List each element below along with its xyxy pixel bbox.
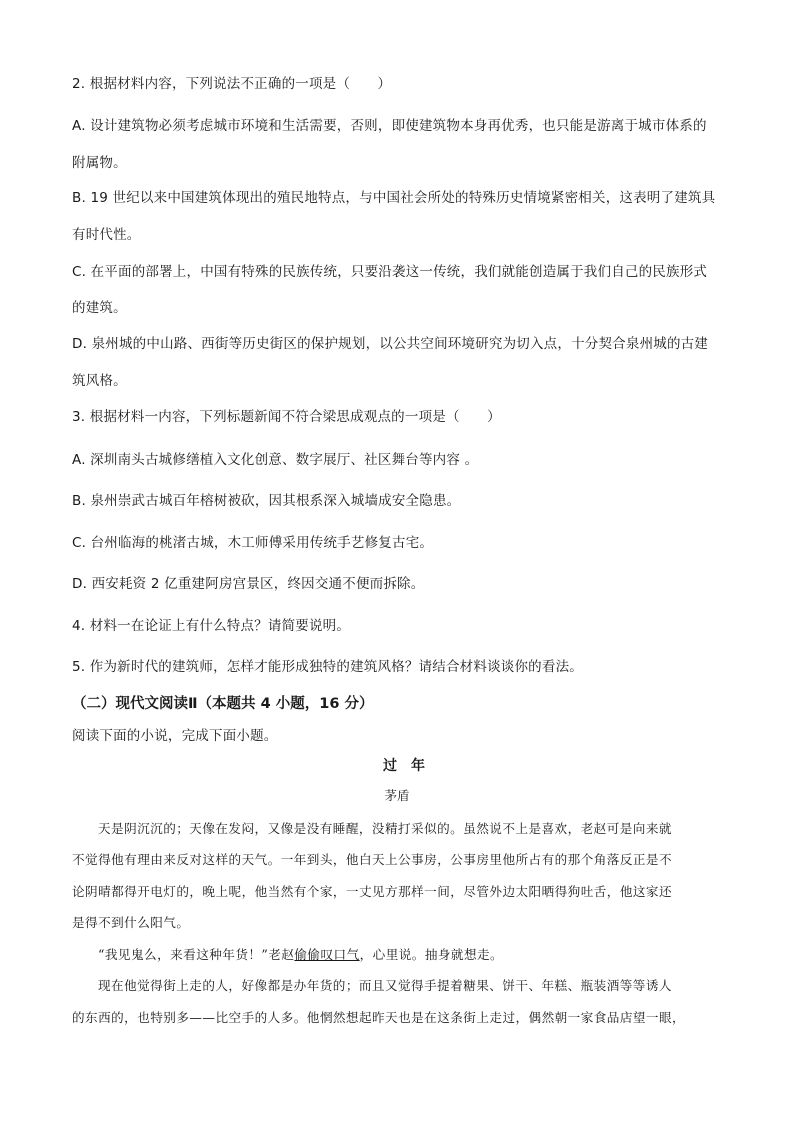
q3-option-c: C. 台州临海的桃渚古城，木工师傅采用传统手艺修复古宅。 [72,535,434,551]
story-p3-line2: 的东西的，也特别多——比空手的人多。他惘然想起昨天也是在这条街上走过，偶然朝一家食品店望一眼， [72,1010,686,1025]
story-p1-line2: 不觉得他有理由来反对这样的天气。一年到头，他白天上公事房，公事房里他所占有的那个角落反正是不 [72,852,673,867]
story-p1-line4: 是得不到什么阳气。 [72,915,190,930]
question-5: 5. 作为新时代的建筑师，怎样才能形成独特的建筑风格？请结合材料谈谈你的看法。 [72,659,583,675]
question-3-stem: 3. 根据材料一内容，下列标题新闻不符合梁思成观点的一项是（ ） [72,409,501,425]
q3-option-d: D. 西安耗资 2 亿重建阿房宫景区，终因交通不便而拆除。 [72,576,425,592]
q2-option-c-line1: C. 在平面的部署上，中国有特殊的民族传统，只要沿袭这一传统，我们就能创造属于我们自己的民族形式 [72,264,708,280]
q2-option-d-line1: D. 泉州城的中山路、西街等历史街区的保护规划，以公共空间环境研究为切入点，十分契合泉州城的古建 [72,336,709,352]
story-p3-line1: 现在他觉得街上走的人，好像都是办年货的；而且又觉得手提着糖果、饼干、年糕、瓶装酒等等诱人 [98,978,672,993]
q2-option-c-line2: 的建筑。 [72,300,127,316]
story-p2-quote: “我见鬼么，来看这种年货！”老赵 [98,947,295,962]
question-2-stem: 2. 根据材料内容，下列说法不正确的一项是（ ） [72,76,392,92]
story-author: 茅盾 [384,788,410,803]
section-heading: （二）现代文阅读Ⅱ（本题共 4 小题，16 分） [72,696,374,712]
section-instruction: 阅读下面的小说，完成下面小题。 [72,728,278,744]
question-4: 4. 材料一在论证上有什么特点？请简要说明。 [72,618,351,634]
story-p1-line3: 论阴晴都得开电灯的，晚上呢，他当然有个家，一丈见方那样一间，尽管外边太阳晒得狗吐舌，他这家还 [72,884,673,899]
q3-option-a: A. 深圳南头古城修缮植入文化创意、数字展厅、社区舞台等内容 。 [72,452,479,468]
q2-option-a-line2: 附属物。 [72,155,127,171]
story-p2 [98,944,503,963]
q2-option-b-line1: B. 19 世纪以来中国建筑体现出的殖民地特点，与中国社会所处的特殊历史情境紧密相关，这表明了建筑具 [72,190,716,206]
q2-option-d-line2: 筑风格。 [72,373,127,389]
story-title: 过年 [383,758,439,774]
story-p2-underlined-phrase: 偷偷叹口气 [294,947,360,962]
story-p2-rest: ，心里说。抽身就想走。 [359,947,504,962]
q3-option-b: B. 泉州崇武古城百年榕树被砍，因其根系深入城墙成安全隐患。 [72,493,461,509]
q2-option-b-line2: 有时代性。 [72,227,141,243]
story-p1-line1: 天是阴沉沉的；天像在发闷，又像是没有睡醒，没精打采似的。虽然说不上是喜欢，老赵可是向来就 [98,821,672,836]
q2-option-a-line1: A. 设计建筑物必须考虑城市环境和生活需要，否则，即使建筑物本身再优秀，也只能是游离于城市体系的 [72,118,707,134]
